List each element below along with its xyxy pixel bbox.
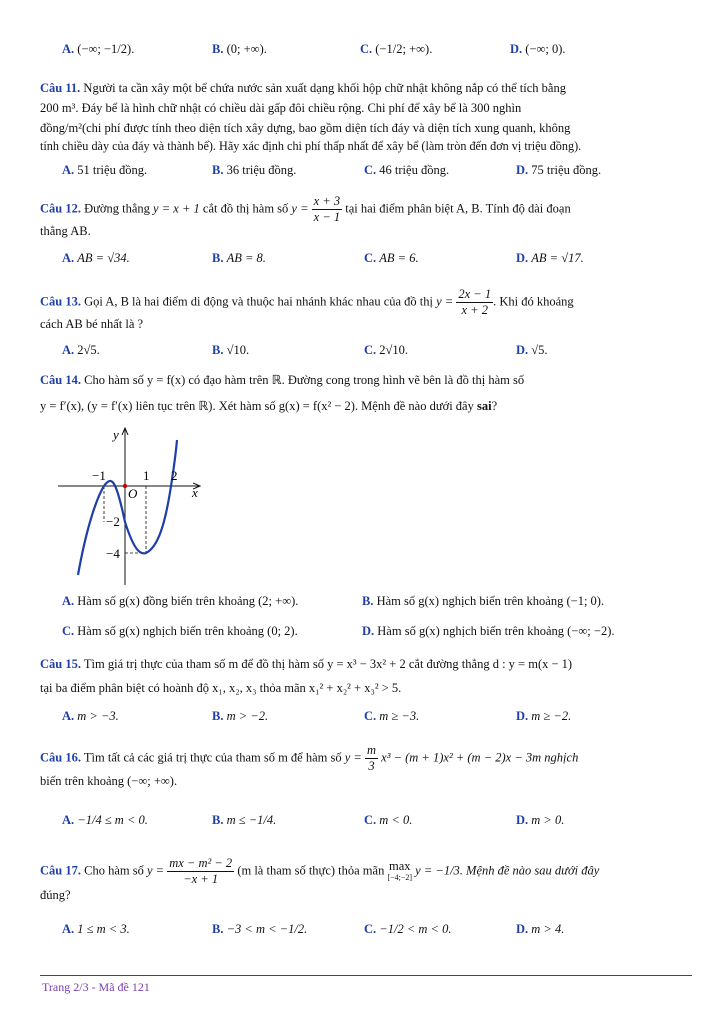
option-b: B. m ≤ −1/4. xyxy=(212,813,277,827)
option-a: A. −1/4 ≤ m < 0. xyxy=(62,813,148,827)
option-d: D. √5. xyxy=(516,343,548,357)
emphasis: sai xyxy=(476,399,492,413)
option-c: C. m ≥ −3. xyxy=(364,709,420,723)
option-b: B. AB = 8. xyxy=(212,251,266,265)
tick-label: −1 xyxy=(92,468,106,483)
option-c: C. 46 triệu đồng. xyxy=(364,163,450,177)
option-c: C. Hàm số g(x) nghịch biến trên khoảng (0; 2). xyxy=(62,624,298,638)
question-text: Người ta cần xây một bể chứa nước sản xuất dạng khối hộp chữ nhật không nắp có thể tích bằng xyxy=(83,81,566,95)
option-b: B. −3 < m < −1/2. xyxy=(212,922,308,936)
page-footer: Trang 2/3 - Mã đề 121 xyxy=(42,980,150,994)
option-c: C. AB = 6. xyxy=(364,251,419,265)
tick-label: 2 xyxy=(171,468,178,483)
derivative-graph xyxy=(40,425,220,590)
fraction: $\frac{\text{mx − m² − 2}}{-x + 1}$ xyxy=(169,856,233,886)
option-d: D. (−∞; 0). xyxy=(510,42,566,56)
question-label: Câu 17. xyxy=(40,863,81,878)
question-text: Tìm giá trị thực của tham số m để đồ thị hàm số y = x³ − 3x² + 2 cắt đường thẳng d : y = m(x − 1) xyxy=(83,657,573,671)
option-a: A. Hàm số g(x) đồng biến trên khoảng (2; +∞). xyxy=(62,594,299,608)
option-b: B. √10. xyxy=(212,343,250,357)
question-label: Câu 16. xyxy=(40,750,81,765)
option-a: A. (−∞; −1/2). xyxy=(62,42,135,56)
question-text: y = f′(x), (y = f′(x) liên tục trên ℝ). Xét hàm số g(x) = f(x² − 2). Mệnh đề nào dưới đây xyxy=(40,399,474,413)
tick-label: 1 xyxy=(143,468,150,483)
option-d: D. m ≥ −2. xyxy=(516,709,572,723)
option-d: D. m > 4. xyxy=(516,922,565,936)
question-label: Câu 14. xyxy=(40,373,81,387)
option-a: A. 51 triệu đồng. xyxy=(62,163,148,177)
option-c: C. −1/2 < m < 0. xyxy=(364,922,452,936)
tick-label: −2 xyxy=(106,514,120,529)
question-text: Cho hàm số y = f(x) có đạo hàm trên ℝ. Đường cong trong hình vẽ bên là đồ thị hàm số xyxy=(84,373,525,387)
option-a: A. m > −3. xyxy=(62,709,119,723)
option-d: D. 75 triệu đồng. xyxy=(516,163,602,177)
question-label: Câu 15. xyxy=(40,657,81,671)
question-text: đúng? xyxy=(40,888,71,902)
option-a: A. AB = √34. xyxy=(62,251,130,265)
tick-label: −4 xyxy=(106,546,120,561)
max-operator: max [−4;−2] xyxy=(387,858,413,882)
question-text: thẳng AB. xyxy=(40,224,91,238)
footer-divider xyxy=(40,975,692,976)
question-label: Câu 12. xyxy=(40,201,81,216)
fraction: $\frac{x + 3}{x - 1}$ xyxy=(313,194,341,224)
option-a: A. 1 ≤ m < 3. xyxy=(62,922,130,936)
origin-label: O xyxy=(128,486,138,501)
derivative-curve xyxy=(78,440,177,575)
option-b: B. m > −2. xyxy=(212,709,269,723)
option-d: D. Hàm số g(x) nghịch biến trên khoảng (−∞; −2). xyxy=(362,624,615,638)
option-b: B. 36 triệu đồng. xyxy=(212,163,297,177)
question-text: tại ba điểm phân biệt có hoành độ x₁, x₂, x₃ thỏa mãn x₁² + x₂² + x₃² > 5. xyxy=(40,681,402,695)
fraction: $\frac{2x - 1}{x + 2}$ xyxy=(458,287,492,317)
option-b: B. Hàm số g(x) nghịch biến trên khoảng (−1; 0). xyxy=(362,594,605,608)
option-c: C. (−1/2; +∞). xyxy=(360,42,433,56)
question-text: đồng/m²(chi phí được tính theo diện tích xây dựng, bao gồm diện tích đáy và diện tích xung quanh, không xyxy=(40,121,571,135)
option-a: A. 2√5. xyxy=(62,343,100,357)
option-d: D. AB = √17. xyxy=(516,251,584,265)
question-text: cách AB bé nhất là ? xyxy=(40,317,144,331)
x-axis-label: x xyxy=(192,485,198,500)
option-d: D. m > 0. xyxy=(516,813,565,827)
question-label: Câu 13. xyxy=(40,294,81,309)
y-axis-label: y xyxy=(113,427,119,442)
question-text: 200 m³. Đáy bể là hình chữ nhật có chiều dài gấp đôi chiều rộng. Chi phí để xây bể là 300 nghìn xyxy=(40,101,522,115)
question-text: tính chiều dày của đáy và thành bể). Hãy xác định chi phí thấp nhất để xây bể (làm tròn đến đơn vị triệu đồng). xyxy=(40,139,582,153)
question-label: Câu 11. xyxy=(40,81,81,95)
option-b: B. (0; +∞). xyxy=(212,42,267,56)
option-c: C. 2√10. xyxy=(364,343,409,357)
origin-point xyxy=(123,484,127,488)
fraction: $\frac{m}{3}$ xyxy=(366,743,377,773)
option-c: C. m < 0. xyxy=(364,813,413,827)
question-text: biến trên khoảng (−∞; +∞). xyxy=(40,774,178,788)
